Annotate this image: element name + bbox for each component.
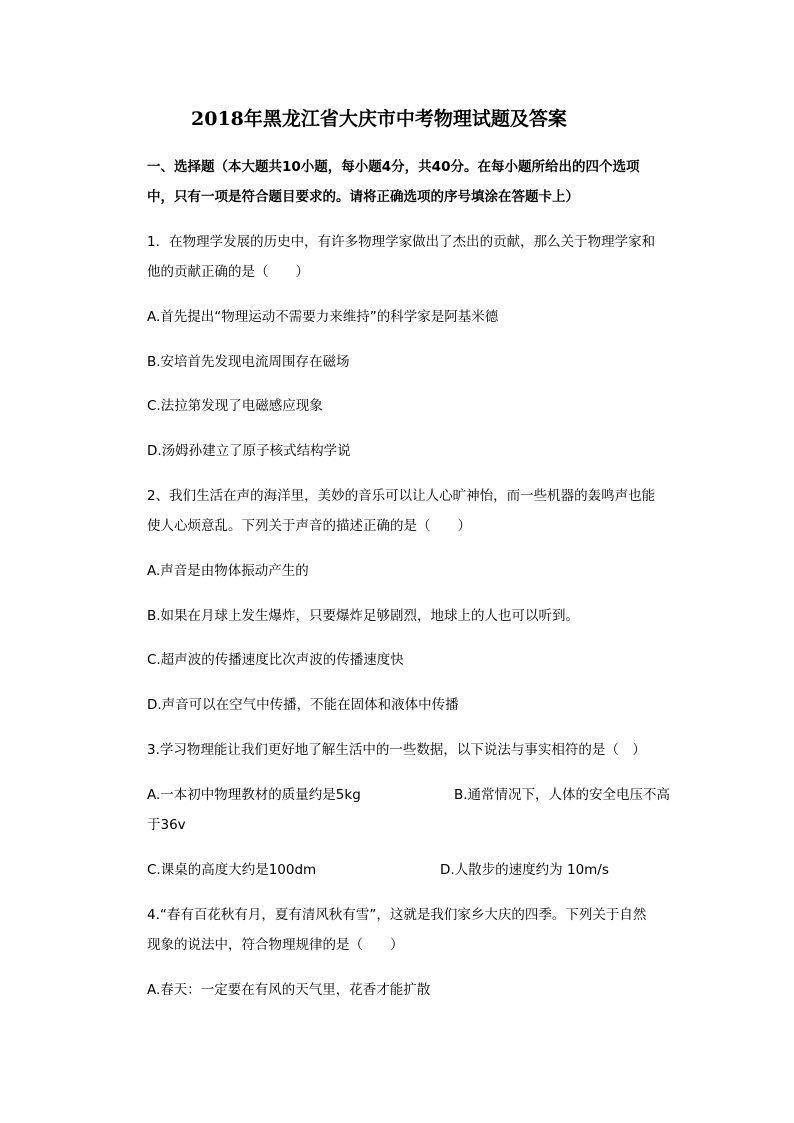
q2-option-c: C.超声波的传播速度比次声波的传播速度快 xyxy=(147,652,404,668)
q1-option-d: D.汤姆孙建立了原子核式结构学说 xyxy=(147,443,351,459)
page-title: 2018年黑龙江省大庆市中考物理试题及答案 xyxy=(191,108,567,130)
q3-option-c: C.课桌的高度大约是100dm xyxy=(147,862,317,878)
q2-stem-line2: 使人心烦意乱。下列关于声音的描述正确的是（ ） xyxy=(147,518,471,534)
q4-stem-line2: 现象的说法中，符合物理规律的是（ ） xyxy=(147,937,404,953)
q2-option-a: A.声音是由物体振动产生的 xyxy=(147,563,309,579)
q2-stem-line1: 2、我们生活在声的海洋里，美妙的音乐可以让人心旷神怡，而一些机器的轰鸣声也能 xyxy=(147,488,656,504)
q4-stem-line1: 4.“春有百花秋有月，夏有清风秋有雪”，这就是我们家乡大庆的四季。下列关于自然 xyxy=(147,907,647,923)
q3-option-d: D.人散步的速度约为 10m/s xyxy=(440,862,609,878)
q3-option-b-line2: 于36v xyxy=(147,817,186,833)
section-header-line1: 一、选择题（本大题共10小题，每小题4分，共40分。在每小题所给出的四个选项 xyxy=(147,159,640,175)
q1-stem-line1: 1．在物理学发展的历史中，有许多物理学家做出了杰出的贡献，那么关于物理学家和 xyxy=(147,234,656,250)
q2-option-d: D.声音可以在空气中传播，不能在固体和液体中传播 xyxy=(147,697,459,713)
q3-option-b-line1: B.通常情况下，人体的安全电压不高 xyxy=(454,787,671,803)
q1-option-a: A.首先提出“物理运动不需要力来维持”的科学家是阿基米德 xyxy=(147,309,499,325)
section-header-line2: 中，只有一项是符合题目要求的。请将正确选项的序号填涂在答题卡上） xyxy=(147,189,579,205)
q3-stem: 3.学习物理能让我们更好地了解生活中的一些数据，以下说法与事实相符的是（ ） xyxy=(147,742,646,758)
q3-option-a: A.一本初中物理教材的质量约是5kg xyxy=(147,787,361,803)
q1-stem-line2: 他的贡献正确的是（ ） xyxy=(147,264,309,280)
q4-option-a: A.春天：一定要在有风的天气里，花香才能扩散 xyxy=(147,982,431,998)
q1-option-b: B.安培首先发现电流周围存在磁场 xyxy=(147,354,350,370)
q2-option-b: B.如果在月球上发生爆炸，只要爆炸足够剧烈，地球上的人也可以听到。 xyxy=(147,608,580,624)
q1-option-c: C.法拉第发现了电磁感应现象 xyxy=(147,398,323,414)
